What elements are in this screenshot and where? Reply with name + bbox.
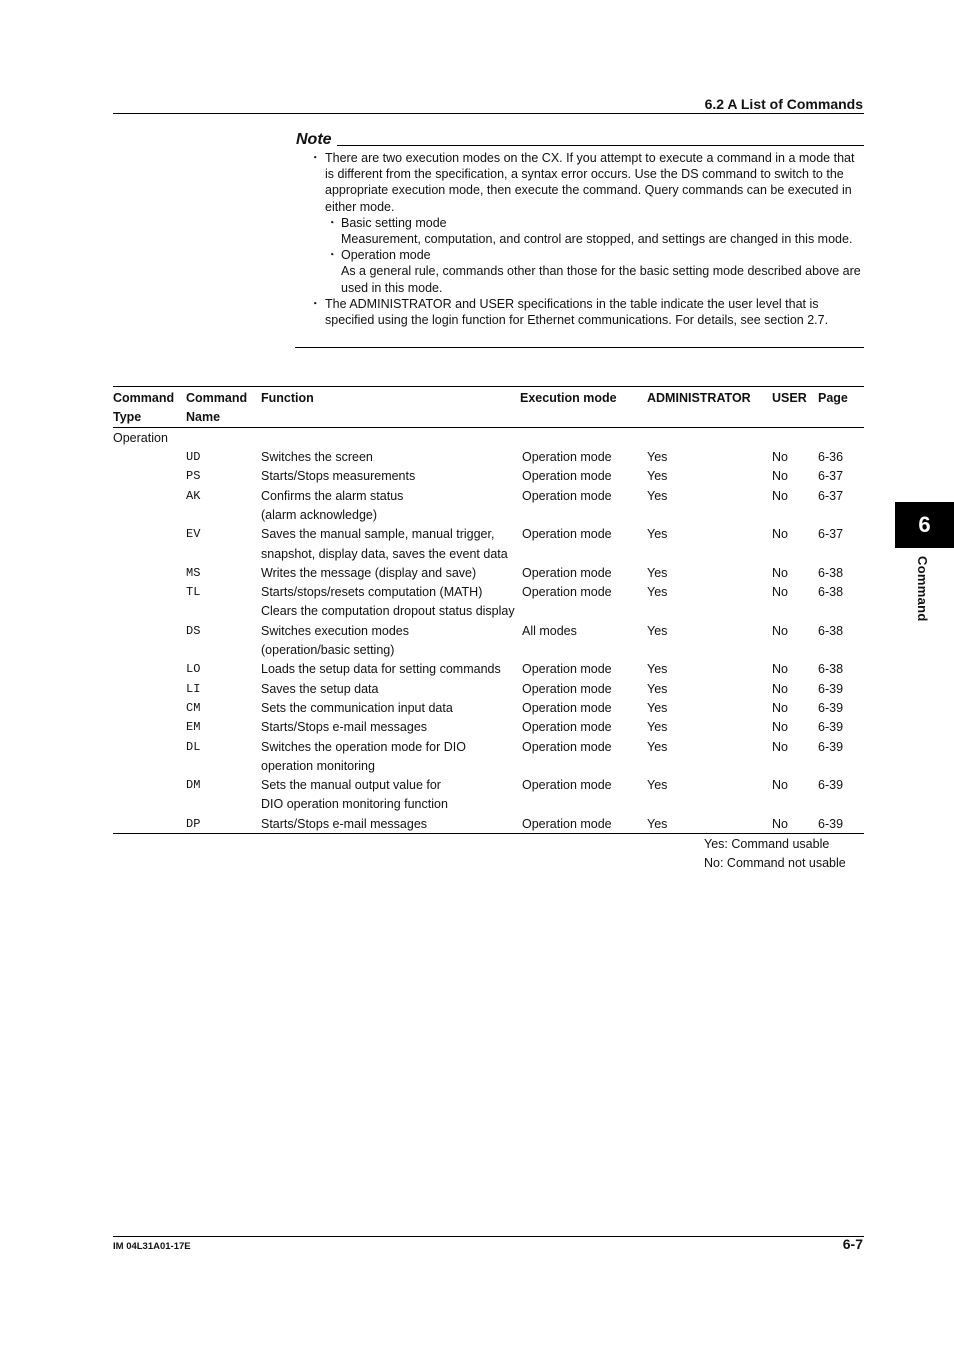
cell-execution-mode: Operation mode xyxy=(522,720,612,735)
header-administrator: ADMINISTRATOR xyxy=(647,391,751,405)
cell-user: No xyxy=(772,720,788,735)
header-text: Command xyxy=(186,391,248,405)
header-user: USER xyxy=(772,391,807,405)
note-subbullet-title: Basic setting mode xyxy=(341,215,447,230)
cell-administrator: Yes xyxy=(647,816,668,831)
note-subbullet-desc: As a general rule, commands other than those for the basic setting mode described above are used in this mode. xyxy=(341,264,861,295)
section-title: 6.2 A List of Commands xyxy=(704,96,863,112)
cell-function: DIO operation monitoring function xyxy=(261,797,448,812)
note-subbullet-basic-setting: ・ Basic setting mode xyxy=(326,215,447,230)
table-bottom-rule xyxy=(113,833,864,834)
cell-user: No xyxy=(772,816,788,831)
note-title: Note xyxy=(296,131,332,148)
cell-administrator: Yes xyxy=(647,585,668,600)
command-type-group: Operation xyxy=(113,431,168,445)
cell-administrator: Yes xyxy=(647,700,668,715)
cell-user: No xyxy=(772,681,788,696)
cell-function: Confirms the alarm status xyxy=(261,488,404,503)
cell-execution-mode: Operation mode xyxy=(522,681,612,696)
note-bullet-text: There are two execution modes on the CX. If you attempt to execute a command in a mode that is different from the specification, a syntax error occurs. Use the DS command to switch to the appropriate execution mode, then execute the command. Query commands can be executed in either mode. xyxy=(325,151,855,214)
cell-page: 6-38 xyxy=(818,623,844,638)
cell-function: (operation/basic setting) xyxy=(261,643,395,657)
cell-command-name: DL xyxy=(186,739,201,754)
table-top-rule xyxy=(113,386,864,387)
cell-execution-mode: Operation mode xyxy=(522,816,612,831)
cell-command-name: EV xyxy=(186,527,201,542)
cell-administrator: Yes xyxy=(647,623,668,638)
header-text: Command xyxy=(113,391,175,405)
cell-function: Loads the setup data for setting commands xyxy=(261,662,501,677)
cell-function: snapshot, display data, saves the event data xyxy=(261,546,508,561)
cell-user: No xyxy=(772,585,788,600)
cell-user: No xyxy=(772,623,788,638)
header-function: Function xyxy=(261,391,314,405)
cell-user: No xyxy=(772,778,788,793)
cell-command-name: DM xyxy=(186,778,201,793)
header-command-name xyxy=(186,389,247,427)
document-id: IM 04L31A01-17E xyxy=(113,1241,191,1252)
cell-page: 6-39 xyxy=(818,720,844,735)
cell-command-name: DP xyxy=(186,816,201,831)
cell-function: Saves the setup data xyxy=(261,681,379,696)
note-title-divider xyxy=(337,145,864,146)
cell-page: 6-39 xyxy=(818,700,844,715)
cell-function: Starts/Stops e-mail messages xyxy=(261,720,428,735)
cell-command-name: MS xyxy=(186,565,201,580)
header-text: Name xyxy=(186,410,221,424)
cell-page: 6-37 xyxy=(818,527,844,542)
cell-page: 6-38 xyxy=(818,662,844,677)
cell-page: 6-36 xyxy=(818,450,844,464)
cell-function: Switches the screen xyxy=(261,450,373,464)
cell-function: (alarm acknowledge) xyxy=(261,507,378,522)
cell-execution-mode: Operation mode xyxy=(522,488,612,503)
chapter-tab-label xyxy=(906,556,936,636)
page-number: 6-7 xyxy=(842,1236,863,1252)
cell-page: 6-38 xyxy=(818,585,844,600)
cell-command-name: CM xyxy=(186,700,201,715)
cell-command-name: LO xyxy=(186,662,201,677)
cell-command-name: DS xyxy=(186,623,201,638)
cell-administrator: Yes xyxy=(647,488,668,503)
cell-command-name: LI xyxy=(186,681,201,696)
cell-function: operation monitoring xyxy=(261,758,375,773)
cell-administrator: Yes xyxy=(647,778,668,793)
cell-page: 6-37 xyxy=(818,469,844,484)
cell-administrator: Yes xyxy=(647,720,668,735)
legend-no: No: Command not usable xyxy=(704,856,846,870)
header-text: Type xyxy=(113,410,142,424)
cell-function: Starts/stops/resets computation (MATH) xyxy=(261,585,483,600)
header-page: Page xyxy=(818,391,848,405)
cell-command-name: EM xyxy=(186,720,201,735)
footer-divider xyxy=(113,1236,864,1237)
cell-page: 6-39 xyxy=(818,739,844,754)
chapter-tab: 6 xyxy=(895,502,954,548)
cell-command-name: AK xyxy=(186,488,201,503)
cell-administrator: Yes xyxy=(647,739,668,754)
cell-function: Sets the communication input data xyxy=(261,700,453,715)
cell-execution-mode: Operation mode xyxy=(522,527,612,542)
cell-function: Sets the manual output value for xyxy=(261,778,441,793)
cell-page: 6-39 xyxy=(818,816,844,831)
cell-execution-mode: All modes xyxy=(522,623,577,638)
cell-execution-mode: Operation mode xyxy=(522,585,612,600)
cell-execution-mode: Operation mode xyxy=(522,662,612,677)
cell-administrator: Yes xyxy=(647,662,668,677)
cell-execution-mode: Operation mode xyxy=(522,450,612,464)
note-bullet-text: The ADMINISTRATOR and USER specifications in the table indicate the user level that is specified using the login function for Ethernet communications. For details, see section 2.7. xyxy=(325,296,829,328)
note-body xyxy=(295,150,863,328)
table-header-rule xyxy=(113,427,864,428)
note-bottom-divider xyxy=(295,347,864,348)
cell-execution-mode: Operation mode xyxy=(522,565,612,580)
cell-administrator: Yes xyxy=(647,527,668,542)
cell-command-name: PS xyxy=(186,469,201,484)
note-bullet-user-levels: ・ The ADMINISTRATOR and USER specifications in the table indicate the user level that is specified using the login function for Ethernet communications. For details, see section 2.7. xyxy=(309,296,829,328)
cell-page: 6-39 xyxy=(818,681,844,696)
legend-yes: Yes: Command usable xyxy=(704,837,830,851)
cell-execution-mode: Operation mode xyxy=(522,469,612,484)
header-command-type xyxy=(113,389,174,427)
note-subbullet-operation: ・ Operation mode xyxy=(326,248,431,263)
cell-user: No xyxy=(772,739,788,754)
note-subbullet-desc: Measurement, computation, and control are stopped, and settings are changed in this mode. xyxy=(341,232,853,247)
cell-execution-mode: Operation mode xyxy=(522,778,612,793)
header-divider xyxy=(113,113,864,114)
cell-function: Clears the computation dropout status display xyxy=(261,604,515,619)
cell-user: No xyxy=(772,565,788,580)
cell-function: Starts/Stops e-mail messages xyxy=(261,816,428,831)
cell-execution-mode: Operation mode xyxy=(522,700,612,715)
cell-user: No xyxy=(772,488,788,503)
cell-function: Writes the message (display and save) xyxy=(261,565,477,580)
cell-user: No xyxy=(772,527,788,542)
cell-function: Starts/Stops measurements xyxy=(261,469,416,484)
cell-administrator: Yes xyxy=(647,469,668,484)
cell-execution-mode: Operation mode xyxy=(522,739,612,754)
header-execution-mode: Execution mode xyxy=(520,391,617,405)
cell-command-name: UD xyxy=(186,450,201,464)
cell-function: Switches the operation mode for DIO xyxy=(261,739,466,754)
cell-user: No xyxy=(772,450,788,464)
cell-page: 6-38 xyxy=(818,565,844,580)
cell-command-name: TL xyxy=(186,585,201,600)
cell-user: No xyxy=(772,662,788,677)
chapter-tab-label-text: Command xyxy=(915,556,930,622)
cell-administrator: Yes xyxy=(647,681,668,696)
cell-function: Switches execution modes xyxy=(261,623,409,638)
cell-administrator: Yes xyxy=(647,565,668,580)
cell-user: No xyxy=(772,700,788,715)
note-bullet-execution-modes: ・ There are two execution modes on the CX. If you attempt to execute a command in a mode that is different from the specification, a syntax error occurs. Use the DS command to switch to the appropriate execution mode, then execute the command. Query commands can be executed in either mode. xyxy=(309,151,855,214)
note-subbullet-title: Operation mode xyxy=(341,248,431,263)
cell-page: 6-39 xyxy=(818,778,844,793)
cell-user: No xyxy=(772,469,788,484)
cell-function: Saves the manual sample, manual trigger, xyxy=(261,527,495,542)
cell-page: 6-37 xyxy=(818,488,844,503)
cell-administrator: Yes xyxy=(647,450,668,464)
